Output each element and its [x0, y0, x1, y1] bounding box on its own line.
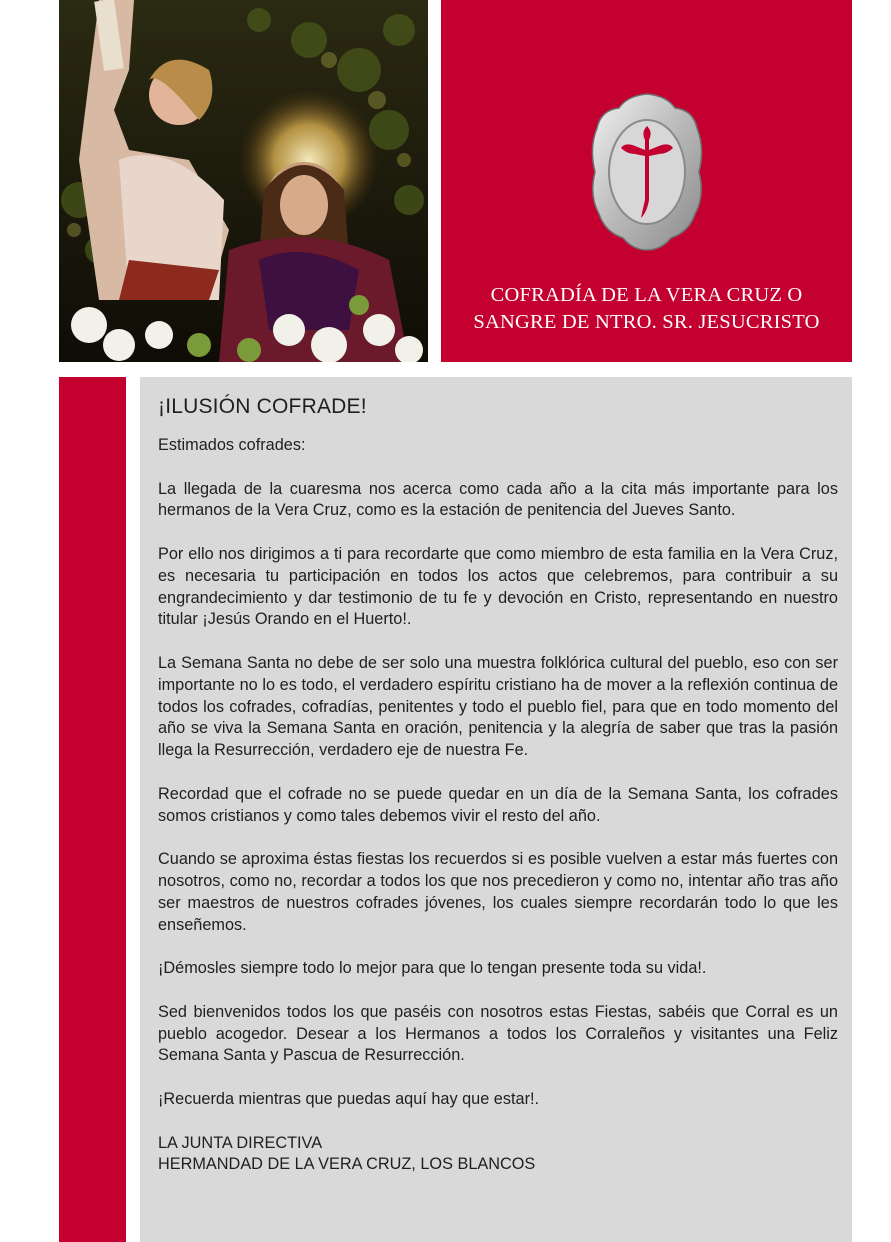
side-accent-bar — [59, 377, 126, 1242]
brotherhood-title — [441, 282, 852, 336]
letter-greeting: Estimados cofrades: — [158, 436, 306, 454]
letter-paragraph: La Semana Santa no debe de ser solo una muestra folklórica cultural del pueblo, eso con ser importante no lo es todo, el verdadero espíritu cristiano ha de mover a la reflexión continua de todos los cofrades, cofradías, penitentes y todo el pueblo fiel, para que en todo momento del año se viva la Semana Santa en oración, penitencia y la alegría de saber que tras la pasión llega la Resurrección, verdadero eje de nuestra Fe. — [158, 653, 838, 760]
brotherhood-title-line1: COFRADÍA DE LA VERA CRUZ O — [490, 284, 803, 306]
letter-paragraph: La llegada de la cuaresma nos acerca como cada año a la cita más importante para los hermanos de la Vera Cruz, como es la estación de penitencia del Jueves Santo. — [158, 479, 838, 520]
religious-statues-photo — [59, 0, 428, 362]
letter — [158, 393, 838, 1176]
cross-of-st-james-emblem-icon — [589, 92, 705, 252]
letter-signature — [158, 1133, 838, 1177]
letter-paragraph: ¡Recuerda mientras que puedas aquí hay que estar!. — [158, 1089, 540, 1108]
brotherhood-title-line2: SANGRE DE NTRO. SR. JESUCRISTO — [473, 311, 820, 333]
letter-paragraph: ¡Démosles siempre todo lo mejor para que lo tengan presente toda su vida!. — [158, 959, 707, 978]
letter-paragraph: Sed bienvenidos todos los que paséis con nosotros estas Fiestas, sabéis que Corral es un pueblo acogedor. Desear a los Hermanos a todos los Corraleños y visitantes una Feliz Semana Santa y Pascua de Resurrección. — [158, 1002, 838, 1065]
header-panel — [441, 0, 852, 362]
signature-line2: HERMANDAD DE LA VERA CRUZ, LOS BLANCOS — [158, 1155, 536, 1174]
letter-paragraph: Cuando se aproxima éstas fiestas los recuerdos si es posible vuelven a estar más fuertes con nosotros, como no, recordar a todos los que nos precedieron y como no, intentar año tras año ser maestros de nuestros cofrades jóvenes, los cuales siempre recordarán todo lo que les enseñemos. — [158, 850, 838, 934]
letter-paragraph: Recordad que el cofrade no se puede quedar en un día de la Semana Santa, los cofrades somos cristianos y como tales debemos vivir el resto del año. — [158, 784, 838, 825]
signature-line1: LA JUNTA DIRECTIVA — [158, 1133, 323, 1152]
letter-title: ¡ILUSIÓN COFRADE! — [158, 395, 367, 418]
letter-paragraph: Por ello nos dirigimos a ti para recordarte que como miembro de esta familia en la Vera Cruz, es necesaria tu participación en todos los actos que celebremos, para contribuir a su engrandecimiento y dar testimonio de tu fe y devoción en Cristo, representando en nuestro titular ¡Jesús Orando en el Huerto!. — [158, 544, 838, 629]
